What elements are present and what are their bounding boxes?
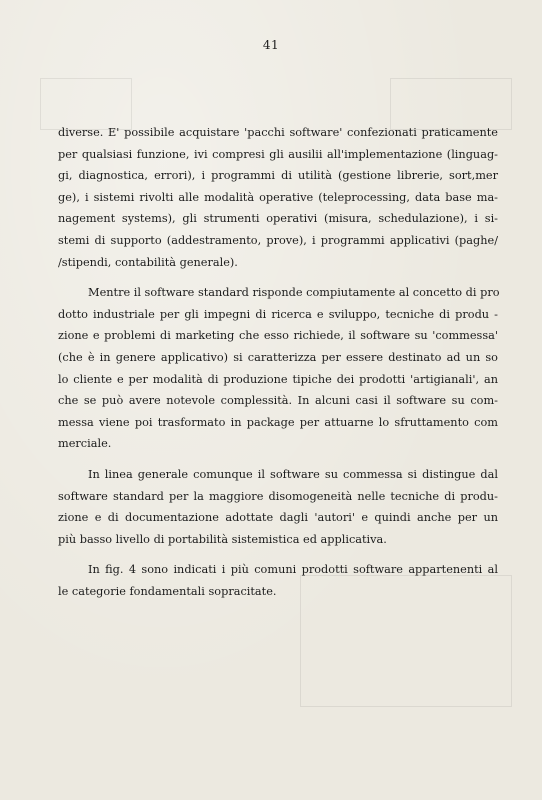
paragraph-2: [58, 282, 498, 455]
paragraph-3: [58, 464, 498, 550]
text-line: zione e problemi di marketing che esso richiede, il software su 'commessa': [58, 329, 498, 343]
text-line: Mentre il software standard risponde compiutamente al concetto di pro: [88, 286, 500, 300]
text-line: In fig. 4 sono indicati i più comuni prodotti software appartenenti al: [88, 563, 498, 577]
text-line: diverse. E' possibile acquistare 'pacchi software' confezionati praticamente: [58, 126, 498, 139]
text-line: per qualsiasi funzione, ivi compresi gli ausilii all'implementazione (linguag-: [58, 147, 498, 161]
paragraph-4: [58, 559, 498, 602]
text-line: gi, diagnostica, errori), i programmi di utilità (gestione librerie, sort,mer: [58, 169, 498, 183]
text-line: /stipendi, contabilità generale).: [58, 255, 238, 269]
text-line: In linea generale comunque il software su commessa si distingue dal: [88, 467, 498, 481]
text-line: le categorie fondamentali sopracitate.: [58, 584, 277, 598]
paragraph-1: [58, 122, 498, 273]
text-line: più basso livello di portabilità sistemistica ed applicativa.: [58, 532, 387, 546]
text-line: messa viene poi trasformato in package per attuarne lo sfruttamento com: [58, 415, 498, 429]
text-line: dotto industriale per gli impegni di ricerca e sviluppo, tecniche di produ -: [58, 307, 498, 321]
text-line: merciale.: [58, 437, 112, 451]
text-line: che se può avere notevole complessità. In alcuni casi il software su com-: [58, 394, 498, 408]
text-line: zione e di documentazione adottate dagli 'autori' e quindi anche per un: [58, 511, 498, 525]
text-line: stemi di supporto (addestramento, prove), i programmi applicativi (paghe/: [58, 233, 498, 247]
text-line: nagement systems), gli strumenti operativi (misura, schedulazione), i si-: [58, 212, 498, 226]
text-line: ge), i sistemi rivolti alle modalità operative (teleprocessing, data base ma-: [58, 190, 498, 204]
text-line: software standard per la maggiore disomogeneità nelle tecniche di produ-: [58, 489, 498, 503]
page-number: 41: [262, 38, 280, 52]
body-text: [58, 122, 498, 602]
text-line: (che è in genere applicativo) si caratterizza per essere destinato ad un so: [58, 350, 498, 364]
text-line: lo cliente e per modalità di produzione tipiche dei prodotti 'artigianali', an: [58, 372, 498, 386]
